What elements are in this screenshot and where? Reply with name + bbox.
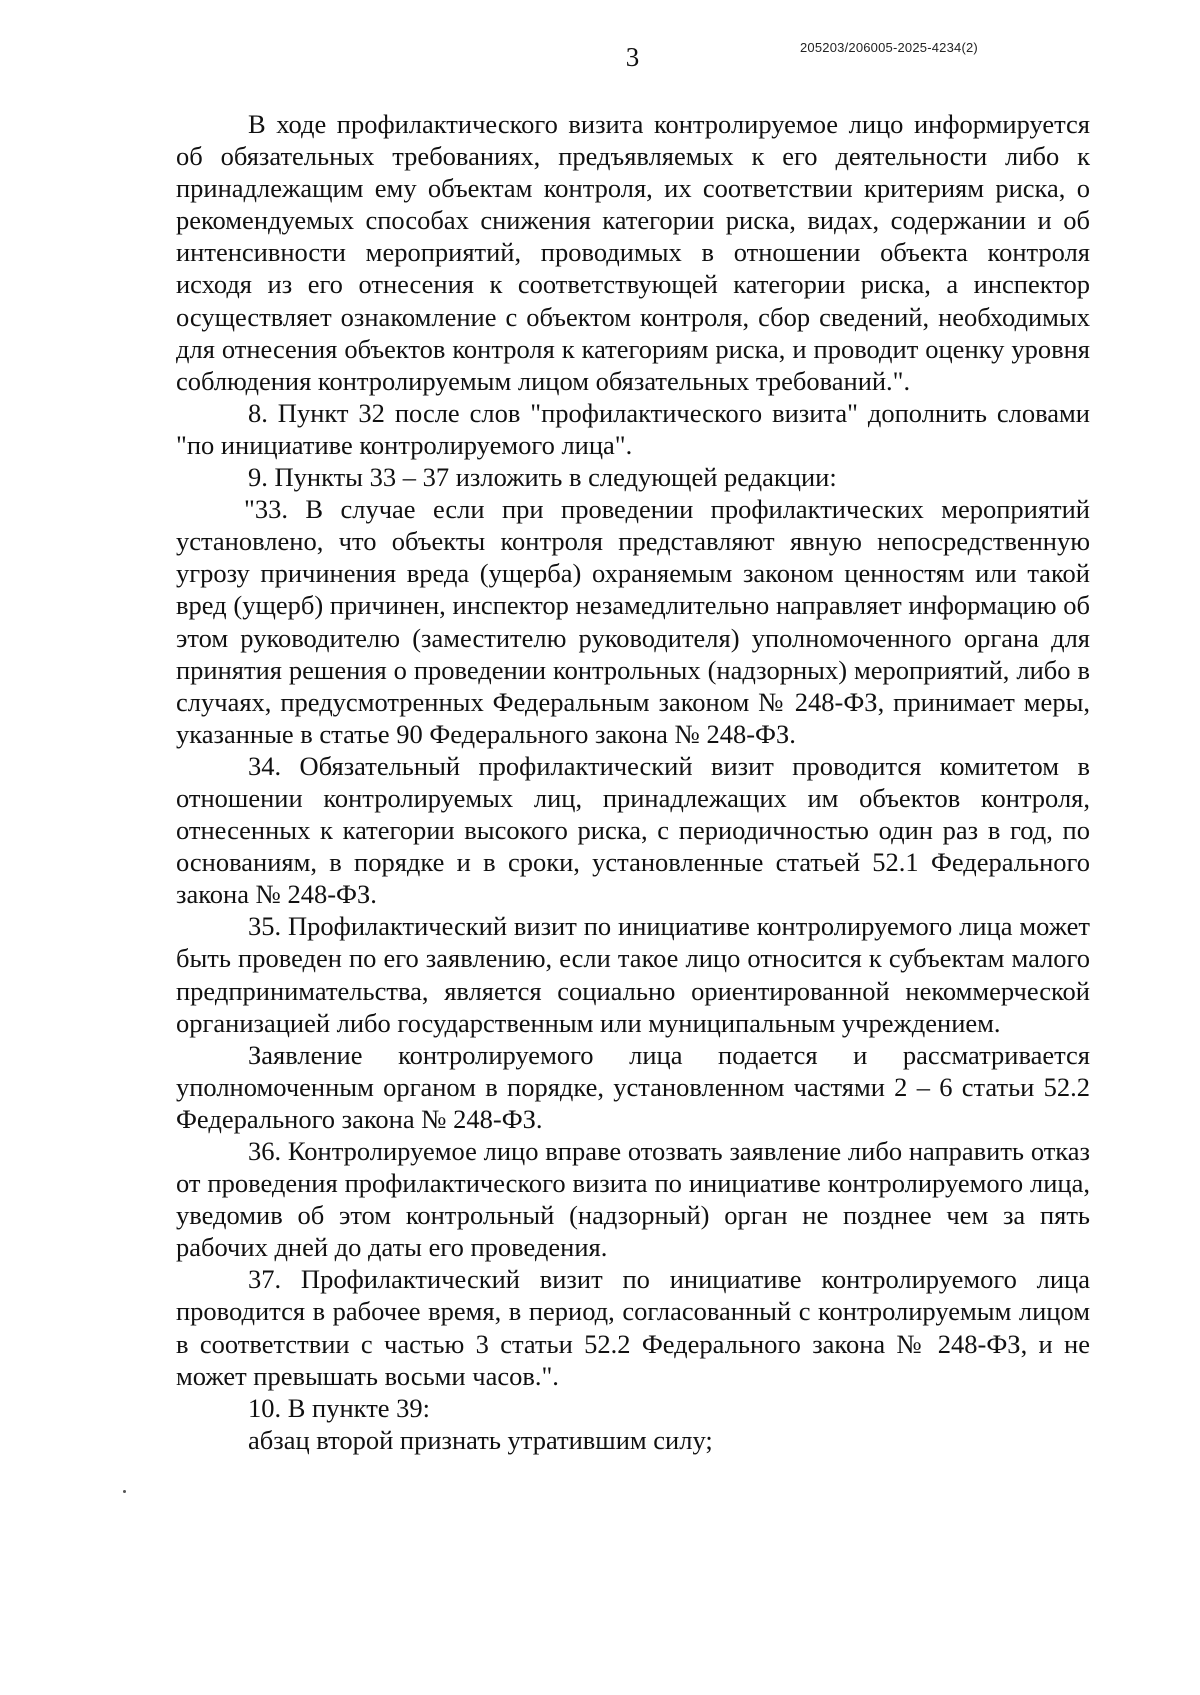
paragraph-item-10: 10. В пункте 39: — [248, 1392, 431, 1423]
page-number: 3 — [625, 42, 640, 72]
paragraph-visit-information: В ходе профилактического визита контролируемое лицо информируется об обязательных требованиях, предъявляемых к его деятельности либо к принадлежащим ему объектам контроля, их соответствии критериям риска, о рекомендуемых способах снижения категории риска, видах, содержании и об интенсивности мероприятий, проводимых в отношении объекта контроля исходя из его отнесения к соответствующей категории риска, а инспектор осуществляет ознакомление с объектом контроля, сбор сведений, необходимых для отнесения объектов контроля к категориям риска, и проводит оценку уровня соблюдения контролируемым лицом обязательных требований.". — [176, 109, 1090, 396]
paragraph-point-37: 37. Профилактический визит по инициативе контролируемого лица проводится в рабочее время, в период, согласованный с контролируемым лицом в соответствии с частью 3 статьи 52.2 Федерального закона № 248-ФЗ, и не может превышать восьми часов.". — [176, 1264, 1090, 1391]
document-id: 205203/206005-2025-4234(2) — [800, 40, 978, 55]
paragraph-application: Заявление контролируемого лица подается и рассматривается уполномоченным органом в порядке, установленном частями 2 – 6 статьи 52.2 Федерального закона № 248-ФЗ. — [176, 1039, 1090, 1134]
paragraph-abzac-second: абзац второй признать утратившим силу; — [248, 1424, 713, 1455]
document-body — [176, 108, 1090, 1456]
paragraph-item-9: 9. Пункты 33 – 37 изложить в следующей редакции: — [248, 462, 837, 493]
paragraph-point-34: 34. Обязательный профилактический визит проводится комитетом в отношении контролируемых лиц, принадлежащих им объектов контроля, отнесенных к категории высокого риска, с периодичностью один раз в год, по основаниям, в порядке и в сроки, установленные статьей 52.1 Федерального закона № 248-ФЗ. — [176, 750, 1090, 910]
paragraph-point-35: 35. Профилактический визит по инициативе контролируемого лица может быть проведен по его заявлению, если такое лицо относится к субъектам малого предпринимательства, является социально ориентированной некоммерческой организацией либо государственным или муниципальным учреждением. — [176, 911, 1090, 1038]
scan-speck — [123, 1490, 126, 1493]
paragraph-point-36: 36. Контролируемое лицо вправе отозвать заявление либо направить отказ от проведения профилактического визита по инициативе контролируемого лица, уведомив об этом контрольный (надзорный) орган не позднее чем за пять рабочих дней до даты его проведения. — [176, 1136, 1090, 1263]
paragraph-item-8: 8. Пункт 32 после слов "профилактического визита" дополнить словами "по инициативе контролируемого лица". — [176, 397, 1090, 460]
paragraph-point-33: "33. В случае если при проведении профилактических мероприятий установлено, что объекты контроля представляют явную непосредственную угрозу причинения вреда (ущерба) охраняемым законом ценностям или такой вред (ущерб) причинен, инспектор незамедлительно направляет информацию об этом руководителю (заместителю руководителя) уполномоченного органа для принятия решения о проведении контрольных (надзорных) мероприятий, либо в случаях, предусмотренных Федеральным законом № 248-ФЗ, принимает меры, указанные в статье 90 Федерального закона № 248-ФЗ. — [176, 494, 1090, 749]
